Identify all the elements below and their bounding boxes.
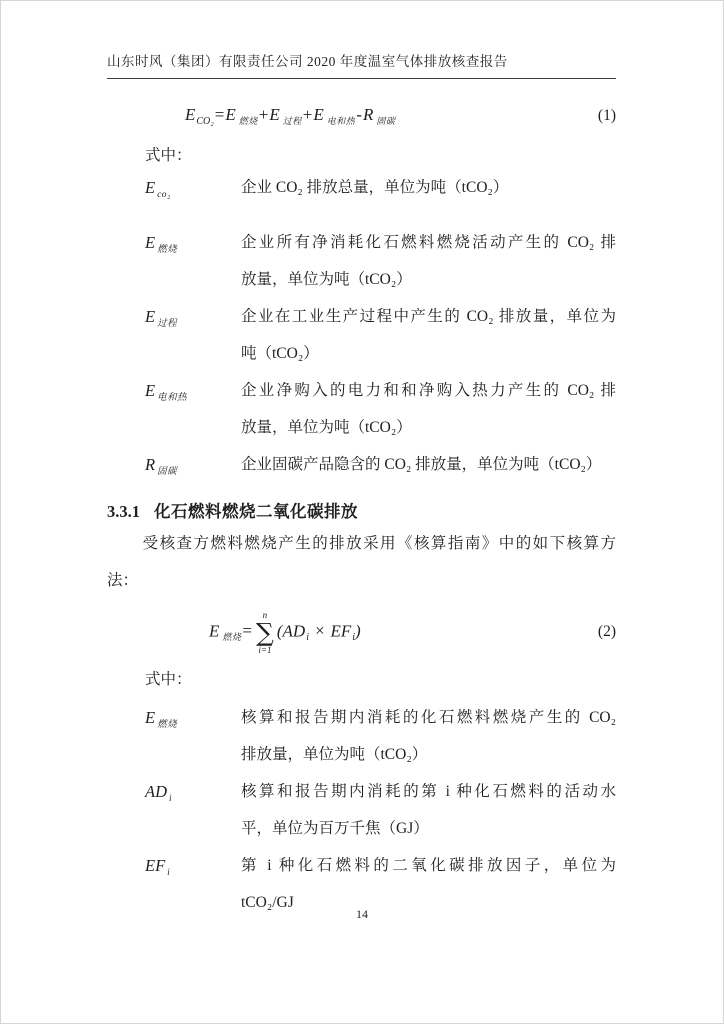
- definition-row: [107, 169, 616, 214]
- section-title: 化石燃料燃烧二氧化碳排放: [154, 503, 358, 521]
- definition-line: 吨（tCO₂）: [241, 345, 319, 362]
- definition-line: 核算和报告期内消耗的第 i 种化石燃料的活动水: [241, 783, 616, 800]
- definition-text: [241, 224, 616, 298]
- report-header: 山东时风（集团）有限责任公司 2020 年度温室气体排放核查报告: [107, 53, 616, 79]
- definition-text: [241, 446, 616, 491]
- definition-line: 企业固碳产品隐含的 CO₂ 排放量，单位为吨（tCO₂）: [241, 456, 602, 473]
- body-paragraph: [107, 525, 616, 599]
- term-base: AD: [145, 782, 167, 801]
- term-subscript: co₂: [157, 190, 171, 200]
- plus-sign: +: [302, 105, 313, 124]
- close-paren: ): [355, 620, 361, 640]
- term-base: R: [145, 455, 156, 474]
- formula-variable: E: [269, 105, 280, 124]
- formula-subscript: 电和热: [326, 116, 356, 126]
- definition-row: [107, 298, 616, 372]
- formula-subscript: i: [306, 631, 309, 643]
- definition-line: 排放量，单位为吨（tCO₂）: [241, 746, 428, 763]
- definition-line: 放量，单位为吨（tCO₂）: [241, 419, 412, 436]
- definition-term: [145, 224, 241, 298]
- definition-row: [107, 224, 616, 298]
- definition-text: [241, 699, 616, 773]
- formula-1-row: [107, 95, 616, 137]
- term-base: E: [145, 178, 156, 197]
- equals-sign: =: [214, 105, 225, 124]
- definition-term: [145, 372, 241, 446]
- definition-row: [107, 372, 616, 446]
- definition-term: [145, 773, 241, 847]
- summation-symbol: [256, 610, 274, 655]
- term-subscript: i: [169, 794, 173, 804]
- plus-sign: +: [258, 105, 269, 124]
- equation-number: (2): [597, 623, 616, 640]
- term-base: E: [145, 307, 156, 326]
- minus-sign: -: [356, 105, 362, 124]
- multiplication-sign: ×: [313, 620, 326, 640]
- term-base: E: [145, 381, 156, 400]
- definition-line: 企业所有净消耗化石燃料燃烧活动产生的 CO₂ 排: [241, 234, 616, 251]
- where-label: 式中：: [145, 147, 192, 164]
- formula-variable: E: [313, 105, 324, 124]
- term-subscript: 过程: [157, 319, 178, 329]
- formula-subscript: i: [352, 631, 356, 643]
- section-number: 3.3.1: [107, 502, 140, 521]
- definition-term: [145, 699, 241, 773]
- definition-row: [107, 446, 616, 491]
- definition-row: [107, 773, 616, 847]
- equation-number: (1): [597, 107, 616, 124]
- formula-variable: R: [362, 105, 374, 124]
- term-subscript: 燃烧: [157, 720, 178, 730]
- formula-subscript: 燃烧: [238, 116, 258, 126]
- definition-line: 企业净购入的电力和和净购入热力产生的 CO₂ 排: [241, 382, 616, 399]
- formula-variable: E: [209, 620, 220, 640]
- definition-text: [241, 298, 616, 372]
- definition-line: 平，单位为百万千焦（GJ）: [241, 820, 429, 837]
- page-number: 14: [356, 907, 368, 921]
- definition-line: 企业在工业生产过程中产生的 CO₂ 排放量，单位为: [241, 308, 616, 325]
- definition-line: 放量，单位为吨（tCO₂）: [241, 271, 412, 288]
- definition-text: [241, 169, 616, 214]
- definition-text: [241, 773, 616, 847]
- term-subscript: 电和热: [157, 393, 188, 403]
- definition-line: 第 i 种化石燃料的二氧化碳排放因子，单位为: [241, 857, 616, 874]
- where-label: 式中：: [145, 671, 192, 688]
- sum-lower-limit: i=1: [258, 644, 272, 655]
- formula-1-expression: [107, 105, 395, 127]
- formula-variable: E: [225, 105, 236, 124]
- definition-text: [241, 372, 616, 446]
- term-subscript: 固碳: [157, 467, 178, 477]
- definition-term: [145, 169, 241, 214]
- sum-upper-limit: n: [262, 609, 268, 620]
- formula-variable: EF: [330, 620, 352, 640]
- formula-variable: E: [185, 105, 196, 124]
- term-base: E: [145, 708, 156, 727]
- term-subscript: 燃烧: [157, 245, 178, 255]
- equals-sign: =: [242, 620, 252, 640]
- definition-term: [145, 446, 241, 491]
- term-base: E: [145, 233, 156, 252]
- formula-2-row: [107, 603, 616, 661]
- definition-row: [107, 699, 616, 773]
- term-base: EF: [145, 856, 166, 875]
- formula-2-expression: [107, 610, 361, 655]
- formula-variable: AD: [282, 620, 306, 640]
- paragraph-line: 法：: [107, 572, 139, 589]
- definition-term: [145, 298, 241, 372]
- definition-line: 核算和报告期内消耗的化石燃料燃烧产生的 CO₂: [241, 709, 616, 726]
- definition-line: 企业 CO₂ 排放总量，单位为吨（tCO₂）: [241, 179, 509, 196]
- section-heading: [107, 499, 616, 525]
- formula-subscript: 燃烧: [222, 631, 242, 642]
- term-subscript: i: [167, 868, 171, 878]
- sigma-glyph: ∑: [256, 617, 274, 647]
- formula-subscript: 过程: [282, 116, 302, 126]
- paragraph-line: 受核查方燃料燃烧产生的排放采用《核算指南》中的如下核算方: [142, 535, 616, 552]
- definition-line: tCO₂/GJ: [241, 894, 294, 911]
- open-paren: (: [276, 620, 283, 640]
- formula-subscript: CO₂: [196, 116, 214, 127]
- formula-subscript: 固碳: [376, 116, 396, 126]
